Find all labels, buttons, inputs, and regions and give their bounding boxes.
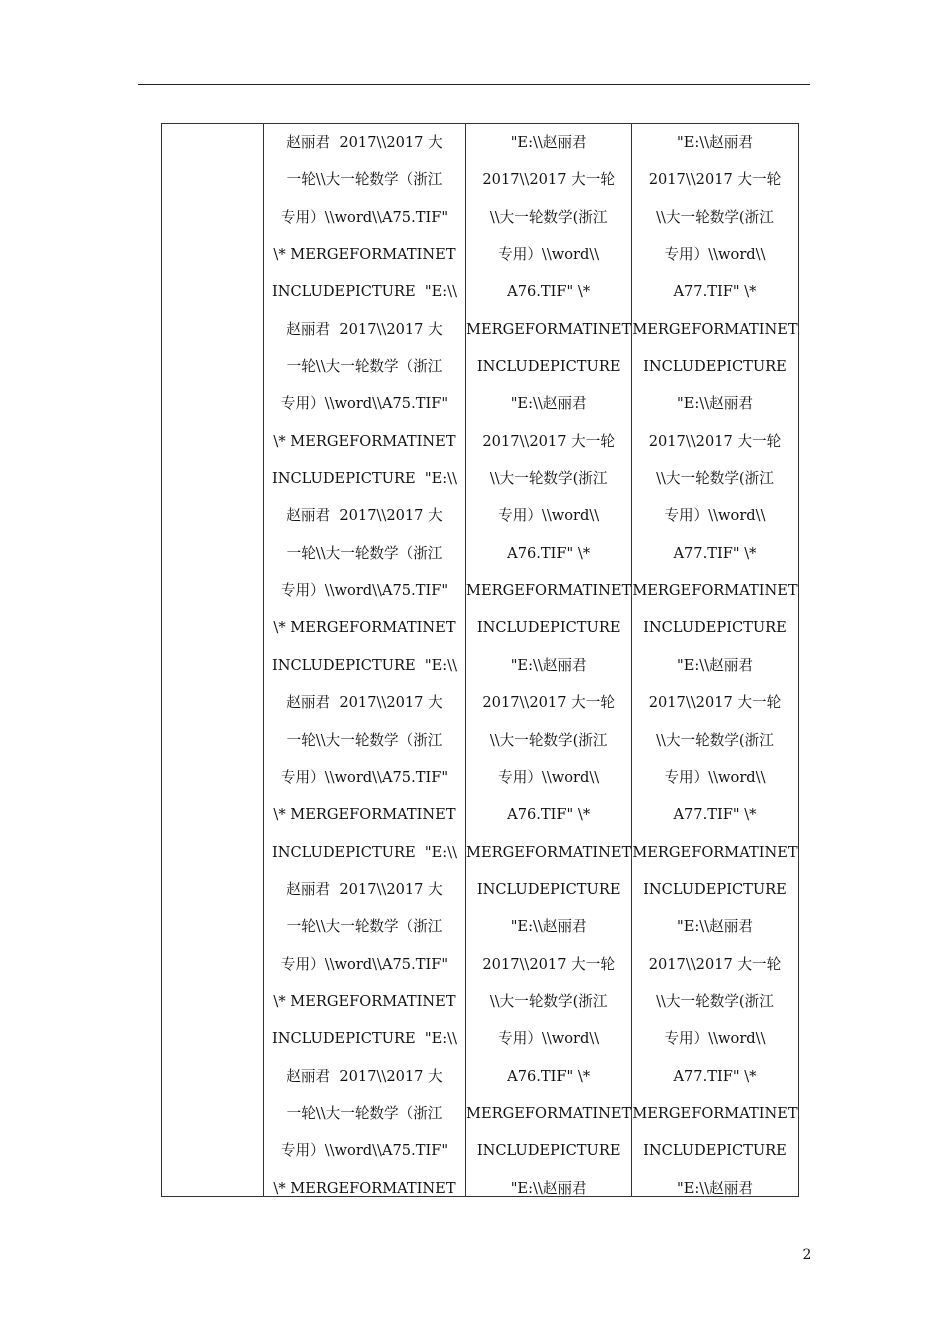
cell-line: A77.TIF" \*	[673, 806, 757, 824]
cell-line: 赵丽君 2017\\2017 大	[286, 1067, 443, 1085]
cell-line: \\大一轮数学(浙江	[656, 208, 774, 226]
cell-line: MERGEFORMATINET	[632, 843, 798, 861]
cell-line: 专用）\\word\\	[664, 507, 766, 525]
cell-line: 2017\\2017 大一轮	[648, 432, 782, 450]
cell-line: \* MERGEFORMATINET	[273, 246, 456, 264]
cell-line: A77.TIF" \*	[673, 1067, 757, 1085]
cell-line: INCLUDEPICTURE	[476, 880, 621, 898]
cell-line: \\大一轮数学(浙江	[489, 208, 608, 226]
cell-line: 2017\\2017 大一轮	[482, 955, 615, 973]
cell-line: MERGEFORMATINET	[466, 1104, 632, 1122]
cell-line: \* MERGEFORMATINET	[273, 992, 456, 1010]
cell-line: 专用）\\word\\	[664, 1030, 766, 1048]
cell-line: MERGEFORMATINET	[466, 582, 632, 600]
cell-line: "E:\\赵丽君	[677, 395, 753, 413]
cell-line: INCLUDEPICTURE	[476, 1142, 621, 1160]
cell-line: 一轮\\大一轮数学（浙江	[286, 731, 443, 749]
cell-line: MERGEFORMATINET	[466, 843, 632, 861]
table-cell-a76	[466, 124, 632, 1197]
cell-line: 一轮\\大一轮数学（浙江	[286, 1104, 443, 1122]
cell-line: MERGEFORMATINET	[632, 582, 798, 600]
cell-line: 2017\\2017 大一轮	[482, 694, 615, 712]
cell-line: 专用）\\word\\	[498, 246, 600, 264]
cell-line: 赵丽君 2017\\2017 大	[286, 880, 443, 898]
cell-line: "E:\\赵丽君	[677, 134, 753, 151]
cell-line: INCLUDEPICTURE	[476, 358, 621, 376]
cell-line: 专用）\\word\\	[664, 246, 766, 264]
cell-line: INCLUDEPICTURE	[643, 880, 787, 898]
cell-line: 赵丽君 2017\\2017 大	[286, 507, 443, 525]
cell-line: 专用）\\word\\A75.TIF"	[280, 395, 449, 413]
cell-line: 2017\\2017 大一轮	[648, 694, 782, 712]
cell-line: 2017\\2017 大一轮	[482, 171, 615, 189]
cell-line: "E:\\赵丽君	[510, 134, 587, 151]
cell-text	[264, 124, 465, 1196]
cell-line: 赵丽君 2017\\2017 大	[286, 694, 443, 712]
cell-line: A77.TIF" \*	[673, 283, 757, 301]
cell-line: "E:\\赵丽君	[510, 918, 587, 936]
cell-line: 专用）\\word\\A75.TIF"	[280, 1142, 449, 1160]
page-number: 2	[802, 1247, 812, 1263]
cell-line: "E:\\赵丽君	[510, 656, 587, 674]
cell-line: MERGEFORMATINET	[466, 320, 632, 338]
cell-line: 2017\\2017 大一轮	[482, 432, 615, 450]
cell-line: "E:\\赵丽君	[677, 656, 753, 674]
cell-line: \* MERGEFORMATINET	[273, 1179, 456, 1196]
cell-line: INCLUDEPICTURE "E:\\	[271, 283, 458, 301]
cell-line: \* MERGEFORMATINET	[273, 806, 456, 824]
cell-line: \* MERGEFORMATINET	[273, 432, 456, 450]
table-row	[162, 124, 799, 1197]
cell-line: INCLUDEPICTURE	[643, 358, 787, 376]
cell-line: MERGEFORMATINET	[632, 320, 798, 338]
cell-line: MERGEFORMATINET	[632, 1104, 798, 1122]
cell-line: "E:\\赵丽君	[510, 395, 587, 413]
cell-line: \* MERGEFORMATINET	[273, 619, 456, 637]
cell-line: "E:\\赵丽君	[677, 918, 753, 936]
cell-line: 专用）\\word\\	[498, 1030, 600, 1048]
cell-line: 一轮\\大一轮数学（浙江	[286, 171, 443, 189]
cell-line: "E:\\赵丽君	[510, 1179, 587, 1196]
cell-line: \\大一轮数学(浙江	[656, 731, 774, 749]
cell-line: \\大一轮数学(浙江	[489, 470, 608, 488]
cell-line: \\大一轮数学(浙江	[656, 470, 774, 488]
cell-line: 专用）\\word\\	[498, 507, 600, 525]
cell-line: \\大一轮数学(浙江	[489, 992, 608, 1010]
cell-line: INCLUDEPICTURE	[643, 619, 787, 637]
cell-line: 一轮\\大一轮数学（浙江	[286, 918, 443, 936]
cell-line: 2017\\2017 大一轮	[648, 171, 782, 189]
cell-line: 专用）\\word\\A75.TIF"	[280, 768, 449, 786]
cell-line: INCLUDEPICTURE "E:\\	[271, 470, 458, 488]
cell-line: 2017\\2017 大一轮	[648, 955, 782, 973]
cell-line: 一轮\\大一轮数学（浙江	[286, 358, 443, 376]
cell-text	[162, 124, 263, 1196]
cell-line: 赵丽君 2017\\2017 大	[286, 134, 443, 151]
cell-line: 一轮\\大一轮数学（浙江	[286, 544, 443, 562]
cell-line: A76.TIF" \*	[507, 806, 591, 824]
cell-text	[632, 124, 797, 1196]
cell-line: INCLUDEPICTURE "E:\\	[271, 1030, 458, 1048]
cell-line: INCLUDEPICTURE	[643, 1142, 787, 1160]
cell-line: 专用）\\word\\	[498, 768, 600, 786]
header-rule	[138, 84, 810, 85]
table-cell-a77	[632, 124, 798, 1197]
content-table	[161, 123, 799, 1197]
cell-line: "E:\\赵丽君	[677, 1179, 753, 1196]
cell-line: INCLUDEPICTURE "E:\\	[271, 843, 458, 861]
cell-line: INCLUDEPICTURE "E:\\	[271, 656, 458, 674]
cell-line: 专用）\\word\\A75.TIF"	[280, 955, 449, 973]
cell-text	[466, 124, 631, 1196]
cell-line: A76.TIF" \*	[507, 283, 591, 301]
table-cell-a75	[264, 124, 466, 1197]
cell-line: INCLUDEPICTURE	[476, 619, 621, 637]
cell-line: \\大一轮数学(浙江	[489, 731, 608, 749]
cell-line: A76.TIF" \*	[507, 544, 591, 562]
cell-line: 专用）\\word\\	[664, 768, 766, 786]
table-cell-empty	[162, 124, 264, 1197]
cell-line: 赵丽君 2017\\2017 大	[286, 320, 443, 338]
cell-line: 专用）\\word\\A75.TIF"	[280, 582, 449, 600]
cell-line: \\大一轮数学(浙江	[656, 992, 774, 1010]
cell-line: A77.TIF" \*	[673, 544, 757, 562]
cell-line: 专用）\\word\\A75.TIF"	[280, 208, 449, 226]
cell-line: A76.TIF" \*	[507, 1067, 591, 1085]
